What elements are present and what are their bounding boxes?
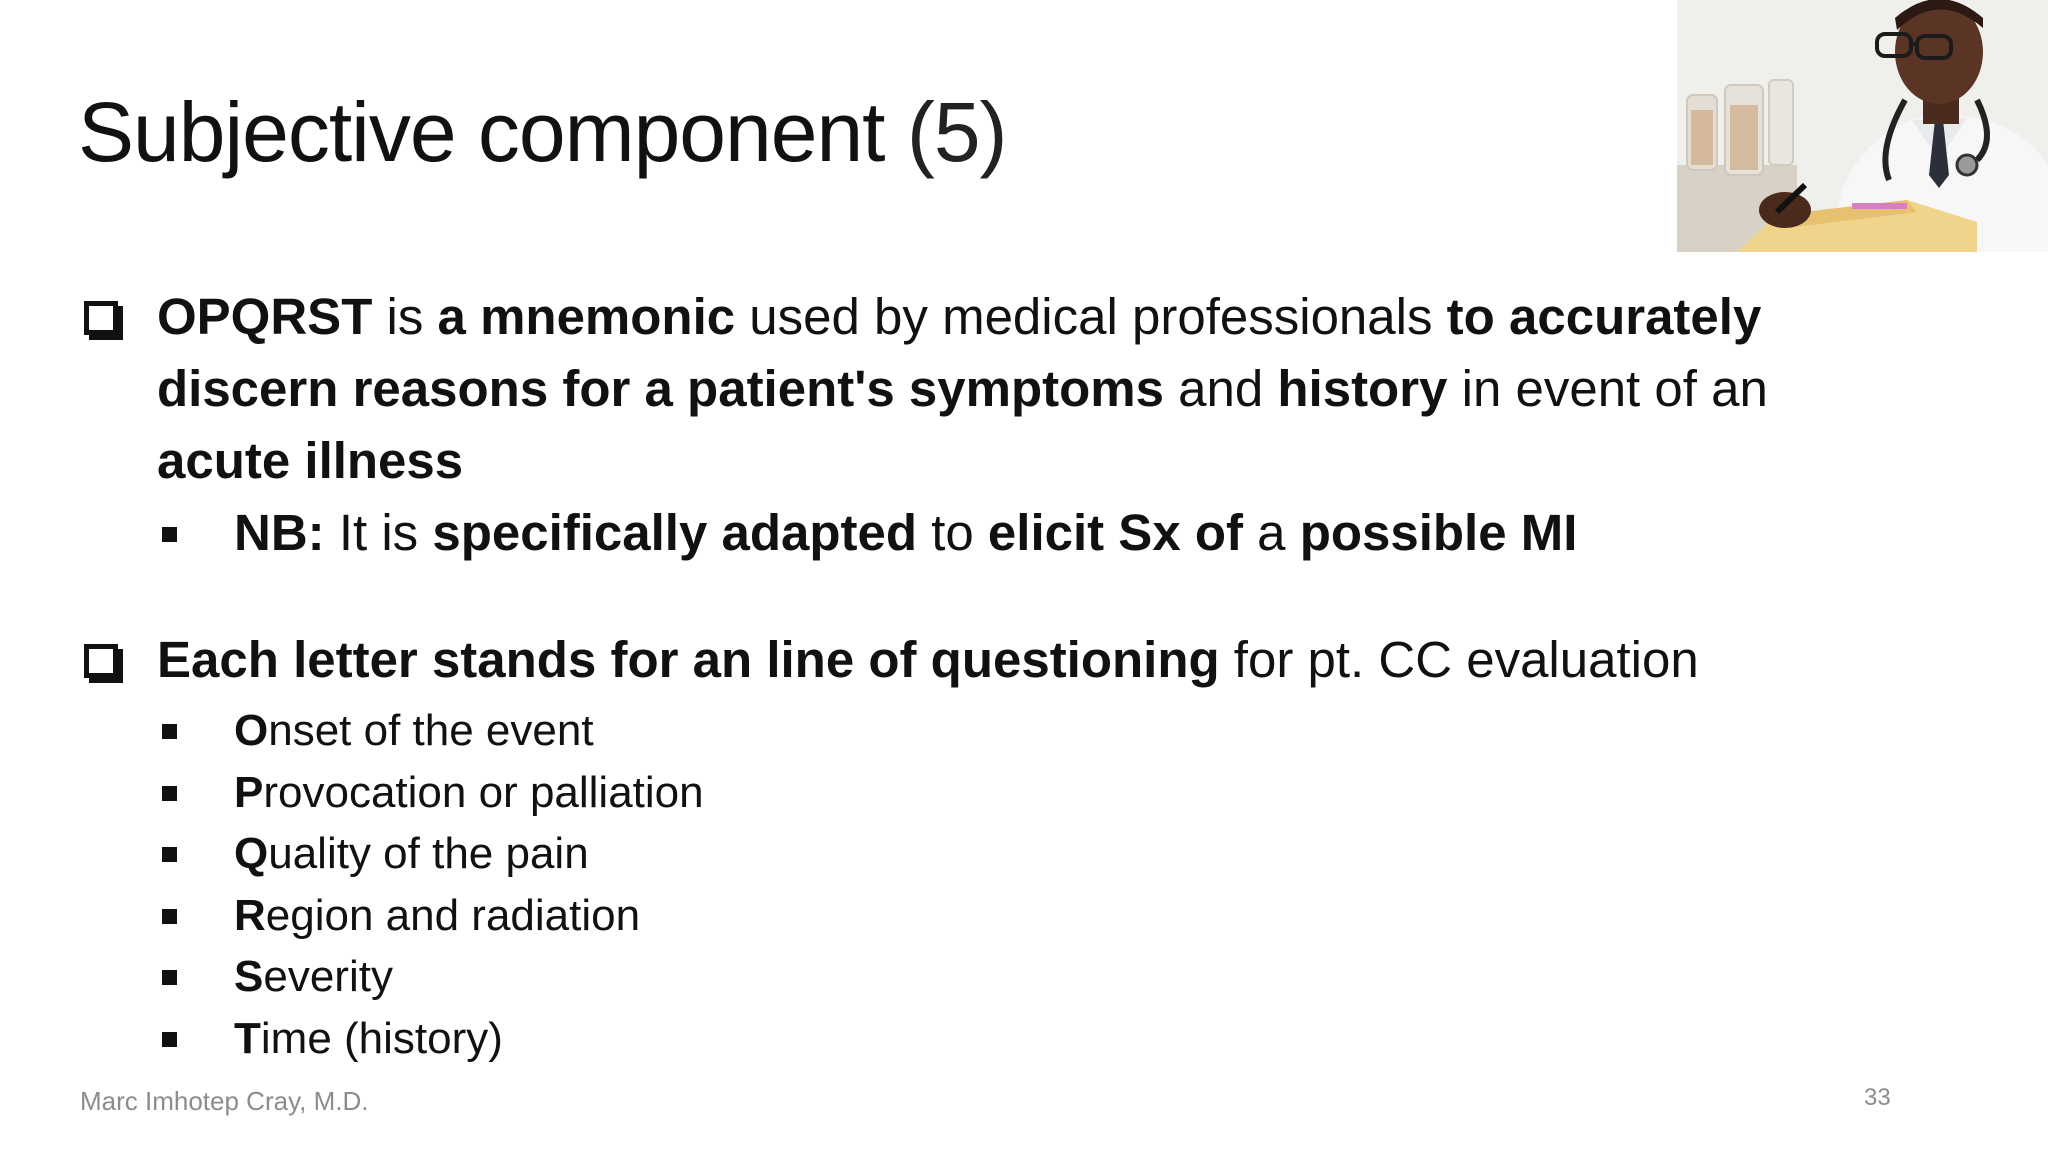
filled-square-bullet-icon xyxy=(162,1032,177,1047)
letter-rest: ime (history) xyxy=(260,1013,503,1063)
letter: Q xyxy=(234,829,269,878)
list-item xyxy=(84,700,1844,762)
letter: O xyxy=(234,706,269,755)
bullet1-t1: OPQRST xyxy=(157,288,373,345)
slide-title xyxy=(78,82,1007,182)
letter-rest: rovocation or palliation xyxy=(263,767,704,817)
bullet-opqrst xyxy=(84,281,1844,569)
sub1-t7: possible MI xyxy=(1299,504,1578,561)
title-main: Subjective component xyxy=(78,85,885,179)
letter: S xyxy=(234,952,264,1001)
filled-square-bullet-icon xyxy=(162,786,177,801)
filled-square-bullet-icon xyxy=(162,909,177,924)
letter: T xyxy=(234,1013,261,1063)
sub1-t6: a xyxy=(1243,504,1300,561)
sub-bullet-nb xyxy=(84,497,1844,569)
sub1-t4: to xyxy=(917,504,988,561)
list-item xyxy=(84,946,1844,1008)
letter-rest: everity xyxy=(263,952,393,1001)
bullet-block-2 xyxy=(84,624,1844,1069)
bullet2-t2: for pt. CC evaluation xyxy=(1219,631,1699,688)
letter-rest: nset of the event xyxy=(268,706,594,755)
sub1-t2: It is xyxy=(324,504,433,561)
hollow-square-bullet-icon xyxy=(84,301,118,335)
bullet1-t5: to accurately discern reasons for a patient's symptoms xyxy=(157,288,1762,417)
list-item xyxy=(84,762,1844,824)
bullet-block-1 xyxy=(84,281,1844,569)
bullet1-t8: in event of an xyxy=(1447,360,1768,417)
opqrst-list xyxy=(157,700,1844,1069)
letter-rest: egion and radiation xyxy=(265,890,641,940)
sub1-t1: NB: xyxy=(234,504,325,561)
list-item xyxy=(84,885,1844,947)
letter-rest: uality of the pain xyxy=(268,829,589,878)
list-item xyxy=(84,1008,1844,1070)
filled-square-bullet-icon xyxy=(162,970,177,985)
letter: R xyxy=(234,890,266,940)
bullet2-t1: Each letter stands for an line of questioning xyxy=(157,631,1220,688)
page-number: 33 xyxy=(1864,1084,1891,1111)
sub1-t3: specifically adapted xyxy=(432,504,918,561)
bullet1-t6: and xyxy=(1163,360,1278,417)
sub1-t5: elicit Sx of xyxy=(987,504,1243,561)
title-suffix: (5) xyxy=(906,85,1007,179)
doctor-photo xyxy=(1677,0,2048,252)
filled-square-bullet-icon xyxy=(162,847,177,862)
bullet1-t4: used by medical professionals xyxy=(735,288,1447,345)
bullet1-t9: acute illness xyxy=(157,432,464,489)
hollow-square-bullet-icon xyxy=(84,644,118,678)
list-item xyxy=(84,823,1844,885)
bullet-each-letter xyxy=(84,624,1844,1069)
letter: P xyxy=(234,767,264,817)
footer-author: Marc Imhotep Cray, M.D. xyxy=(80,1086,369,1116)
bullet1-t2: is xyxy=(372,288,438,345)
bullet1-t7: history xyxy=(1277,360,1448,417)
bullet1-t3: a mnemonic xyxy=(437,288,736,345)
filled-square-bullet-icon xyxy=(162,527,177,542)
filled-square-bullet-icon xyxy=(162,724,177,739)
